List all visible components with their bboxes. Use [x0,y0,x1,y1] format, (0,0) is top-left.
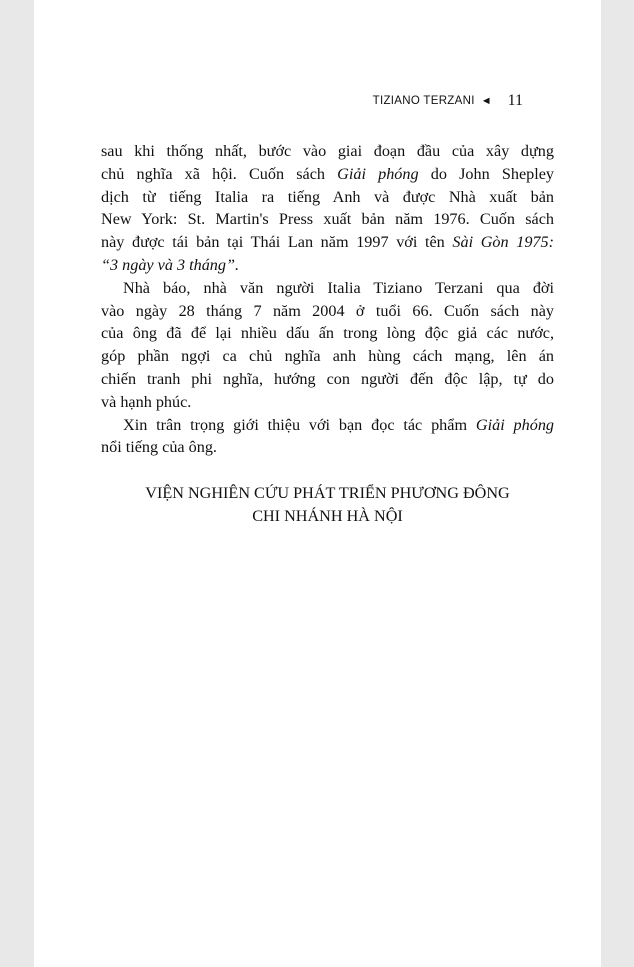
text-line: và hạnh phúc. [101,392,192,411]
text-span: do John Shepley [418,164,555,183]
paragraph-1 [101,140,554,277]
signature-block [101,482,554,528]
text-span: Xin trân trọng giới thiệu với bạn đọc tác phẩm [123,415,476,434]
book-title-italic: Giải phóng [475,415,555,434]
signature-line-1: VIỆN NGHIÊN CỨU PHÁT TRIỂN PHƯƠNG ĐÔNG [145,484,510,502]
book-title-italic: Sài Gòn 1975: [452,233,555,252]
book-title-italic: Giải phóng [337,164,419,183]
signature-line-2: CHI NHÁNH HÀ NỘI [252,506,403,525]
text-line [101,254,554,277]
text-line: vào ngày 28 tháng 7 năm 2004 ở tuổi 66. Cuốn sách này [101,301,554,320]
book-title-italic: “3 ngày và 3 tháng”. [101,255,240,274]
text-line: góp phần ngợi ca chủ nghĩa anh hùng cách mạng, lên án [101,347,554,366]
text-line: nổi tiếng của ông. [101,438,217,457]
text-line: sau khi thống nhất, bước vào giai đoạn đầu của xây dựng [101,142,554,160]
page-number: 11 [507,92,523,109]
text-line: New York: St. Martin's Press xuất bản năm 1976. Cuốn sách [101,210,554,229]
text-line [101,414,554,437]
page-header [373,92,523,110]
text-line: chiến tranh phi nghĩa, hướng con người đến độc lập, tự do [101,369,554,388]
text-span: chủ nghĩa xã hội. Cuốn sách [101,164,338,183]
body-text [101,140,554,459]
text-line: dịch từ tiếng Italia ra tiếng Anh và được Nhà xuất bản [101,187,554,206]
text-line [101,163,554,186]
text-span: này được tái bản tại Thái Lan năm 1997 với tên [101,233,453,252]
arrow-left-icon: ◄ [480,95,492,107]
paragraph-2 [101,277,554,414]
book-page [34,0,601,967]
text-line: của ông đã để lại nhiều dấu ấn trong lòng độc giả các nước, [101,324,554,343]
paragraph-3 [101,414,554,460]
text-line [101,231,554,254]
text-line: Nhà báo, nhà văn người Italia Tiziano Terzani qua đời [123,278,554,297]
running-title: TIZIANO TERZANI [372,95,475,107]
